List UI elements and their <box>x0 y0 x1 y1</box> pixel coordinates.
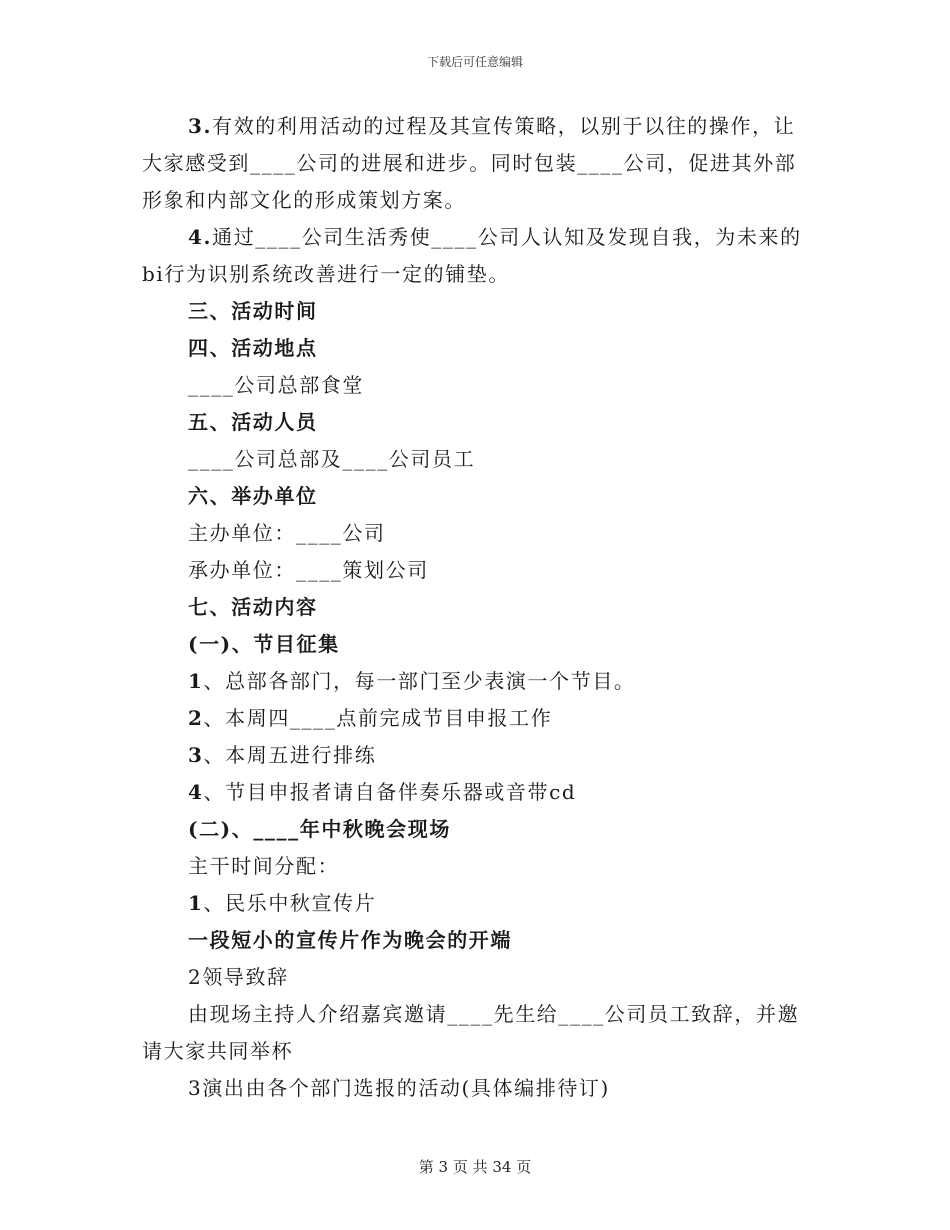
item-number: 4 <box>188 780 204 804</box>
paragraph-text: 、民乐中秋宣传片 <box>203 891 377 915</box>
paragraph-text: ____公司总部及____公司员工 <box>188 447 476 471</box>
paragraph-text: 、总部各部门，每一部门至少表演一个节目。 <box>203 669 636 693</box>
paragraph <box>142 811 802 848</box>
paragraph-text: 五、活动人员 <box>188 410 318 434</box>
paragraph-text: (一)、节目征集 <box>188 632 340 656</box>
item-number: 4. <box>188 225 213 249</box>
paragraph <box>142 959 802 996</box>
paragraph-text: 承办单位：____策划公司 <box>188 558 429 582</box>
paragraph <box>142 737 802 774</box>
item-number: 2 <box>188 706 204 730</box>
paragraph <box>142 330 802 367</box>
item-number: 1 <box>188 669 204 693</box>
paragraph-text: 、节目申报者请自备伴奏乐器或音带cd <box>203 780 577 804</box>
paragraph <box>142 848 802 885</box>
paragraph <box>142 441 802 478</box>
paragraph-text: 3演出由各个部门选报的活动(具体编排待订) <box>188 1076 610 1100</box>
paragraph <box>142 219 802 293</box>
paragraph <box>142 996 802 1070</box>
paragraph <box>142 774 802 811</box>
paragraph <box>142 626 802 663</box>
paragraph-text: 、本周四____点前完成节目申报工作 <box>203 706 553 730</box>
paragraph <box>142 885 802 922</box>
page-header: 下载后可任意编辑 <box>426 55 523 69</box>
item-number: 1 <box>188 891 204 915</box>
paragraph <box>142 663 802 700</box>
paragraph <box>142 1070 802 1107</box>
paragraph-text: 主办单位：____公司 <box>188 521 386 545</box>
paragraph-text: ____公司总部食堂 <box>188 373 364 397</box>
paragraph <box>142 293 802 330</box>
paragraph <box>142 367 802 404</box>
paragraph <box>142 589 802 626</box>
paragraph <box>142 478 802 515</box>
page-footer: 第 3 页 共 34 页 <box>418 1158 532 1176</box>
paragraph <box>142 404 802 441</box>
item-number: 3. <box>188 114 213 138</box>
paragraph-text: 、本周五进行排练 <box>203 743 377 767</box>
paragraph-text: 四、活动地点 <box>188 336 318 360</box>
paragraph-text: 主干时间分配： <box>188 854 340 878</box>
document-body <box>142 108 802 1107</box>
paragraph <box>142 515 802 552</box>
paragraph-text: 2领导致辞 <box>188 965 289 989</box>
paragraph <box>142 108 802 219</box>
paragraph-text: 通过____公司生活秀使____公司人认知及发现自我，为未来的bi行为识别系统改善进行一定的铺垫。 <box>142 225 802 286</box>
paragraph-text: 三、活动时间 <box>188 299 318 323</box>
paragraph <box>142 552 802 589</box>
paragraph-text: 由现场主持人介绍嘉宾邀请____先生给____公司员工致辞，并邀请大家共同举杯 <box>142 1002 800 1063</box>
paragraph <box>142 922 802 959</box>
paragraph-text: 有效的利用活动的过程及其宣传策略，以别于以往的操作，让大家感受到____公司的进展和进步。同时包装____公司，促进其外部形象和内部文化的形成策划方案。 <box>142 114 797 212</box>
paragraph-text: (二)、____年中秋晚会现场 <box>188 817 451 841</box>
paragraph-text: 六、举办单位 <box>188 484 318 508</box>
paragraph <box>142 700 802 737</box>
item-number: 3 <box>188 743 204 767</box>
paragraph-text: 一段短小的宣传片作为晚会的开端 <box>188 928 512 952</box>
paragraph-text: 七、活动内容 <box>188 595 318 619</box>
